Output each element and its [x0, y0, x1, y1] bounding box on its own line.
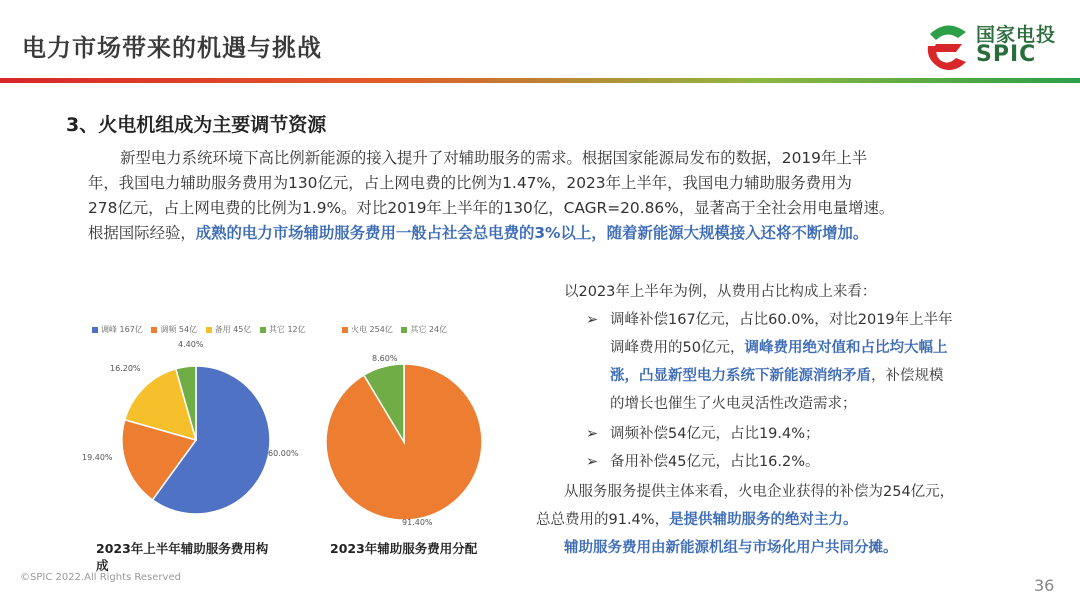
- pie1-label-peak: 60.00%: [268, 449, 299, 458]
- provider-text2: 总总费用的91.4%，: [536, 512, 670, 528]
- para-line-2: 年，我国电力辅助服务费用为130亿元，占上网电费的比例为1.47%，2023年上半年，我国电力辅助服务费用为: [88, 174, 852, 192]
- intro-paragraph: [88, 146, 1012, 246]
- provider-line3: 辅助服务费用由新能源机组与市场化用户共同分摊。: [564, 540, 898, 556]
- legend-item: 其它 24亿: [410, 325, 448, 334]
- legend-item: 调峰 167亿: [101, 325, 143, 334]
- para-line-1: 新型电力系统环境下高比例新能源的接入提升了对辅助服务的需求。根据国家能源局发布的数据，2019年上半: [120, 149, 868, 167]
- pie2-label-thermal: 91.40%: [402, 518, 433, 527]
- para-line-3: 278亿元，占上网电费的比例为1.9%。对比2019年上半年的130亿，CAGR=20.86%，显著高于全社会用电量增速。: [88, 199, 895, 217]
- section-title: 3、火电机组成为主要调节资源: [66, 114, 327, 136]
- bullet-freq-text: 调频补偿54亿元，占比19.4%；: [610, 426, 820, 442]
- pie-chart-composition: [80, 318, 320, 528]
- bullet-peak-highlight: 调峰费用绝对值和占比均大幅上: [744, 340, 948, 356]
- company-logo: [922, 18, 1072, 74]
- bullet-peak-text3: ，补偿规模: [871, 368, 944, 384]
- pie1-label-other: 4.40%: [178, 340, 204, 349]
- pie1-label-reserve: 16.20%: [110, 364, 141, 373]
- legend-item: 调频 54亿: [160, 325, 198, 334]
- logo-text-cn: 国家电投: [976, 24, 1057, 46]
- bullet-reserve-text: 备用补偿45亿元，占比16.2%。: [610, 454, 820, 470]
- provider-line1: 从服务服务提供主体来看，火电企业获得的补偿为254亿元，: [564, 484, 955, 500]
- pie2-svg: [318, 318, 488, 530]
- bullet-peak-line2: [610, 334, 947, 362]
- para-highlight: 成熟的电力市场辅助服务费用一般占社会总电费的3%以上，随着新能源大规模接入还将不断增加。: [195, 224, 869, 242]
- copyright: ©SPIC 2022.All Rights Reserved: [20, 572, 181, 583]
- pie1-svg: [80, 318, 320, 528]
- provider-line2: [536, 506, 858, 534]
- pie1-caption: 2023年上半年辅助服务费用构成: [96, 541, 269, 573]
- logo-text-en: SPIC: [976, 42, 1037, 67]
- bullet-freq: [586, 420, 820, 448]
- bullet-peak-highlight2: 涨，凸显新型电力系统下新能源消纳矛盾: [610, 368, 871, 384]
- page-number: 36: [1034, 576, 1055, 595]
- pie-chart-allocation: [318, 318, 488, 530]
- bullet-reserve: [586, 448, 820, 476]
- bullet-peak-text2: 调峰费用的50亿元，: [610, 340, 745, 356]
- para-line-4: [88, 221, 1012, 246]
- pie1-label-freq: 19.40%: [82, 453, 113, 462]
- spic-logo-icon: [922, 20, 972, 72]
- bullet-peak-line4: 的增长也催生了火电灵活性改造需求；: [610, 396, 857, 412]
- legend-item: 火电 254亿: [351, 325, 393, 334]
- page-title: 电力市场带来的机遇与挑战: [22, 34, 322, 62]
- bullet-arrow-icon: ➢: [586, 454, 599, 470]
- provider-highlight: 是提供辅助服务的绝对主力。: [669, 512, 858, 528]
- bullet-peak-text: 调峰补偿167亿元，占比60.0%，对比2019年上半年: [610, 312, 953, 328]
- bullet-arrow-icon: ➢: [586, 312, 599, 328]
- bullet-peak-line3: [610, 362, 944, 390]
- header-divider: [0, 78, 1080, 83]
- pie2-label-other: 8.60%: [372, 354, 398, 363]
- pie2-caption: 2023年辅助服务费用分配: [330, 541, 478, 556]
- bullet-arrow-icon: ➢: [586, 426, 599, 442]
- analysis-intro: 以2023年上半年为例，从费用占比构成上来看：: [564, 284, 877, 300]
- legend-item: 其它 12亿: [268, 325, 306, 334]
- bullet-peak: [586, 306, 953, 334]
- para-line-4-text: 根据国际经验，: [88, 224, 196, 242]
- legend-item: 备用 45亿: [214, 325, 252, 334]
